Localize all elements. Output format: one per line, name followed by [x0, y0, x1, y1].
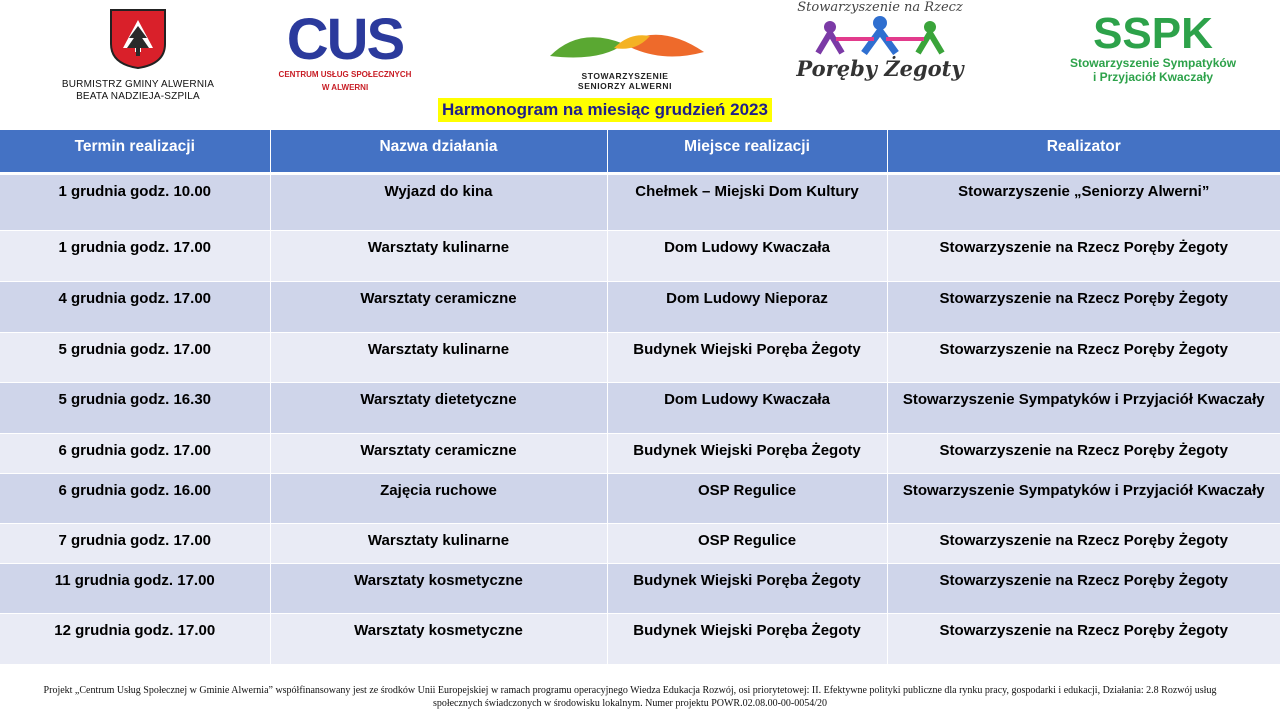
schedule-table	[0, 130, 1280, 665]
header-miejsce: Miejsce realizacji	[607, 130, 887, 173]
table-row	[0, 173, 1280, 230]
cell-realizator: Stowarzyszenie na Rzecz Poręby Żegoty	[887, 332, 1280, 382]
cus-wordmark: CUS	[286, 7, 404, 72]
table-row	[0, 332, 1280, 382]
logo-strip	[0, 0, 1280, 100]
cell-realizator: Stowarzyszenie na Rzecz Poręby Żegoty	[887, 613, 1280, 664]
cell-miejsce: Dom Ludowy Nieporaz	[607, 281, 887, 332]
table-row	[0, 433, 1280, 473]
cell-termin: 6 grudnia godz. 17.00	[0, 433, 270, 473]
cell-nazwa: Zajęcia ruchowe	[270, 473, 607, 523]
header-termin: Termin realizacji	[0, 130, 270, 173]
cell-realizator: Stowarzyszenie na Rzecz Poręby Żegoty	[887, 281, 1280, 332]
cell-termin: 11 grudnia godz. 17.00	[0, 563, 270, 613]
cell-miejsce: Budynek Wiejski Poręba Żegoty	[607, 563, 887, 613]
table-row	[0, 382, 1280, 433]
table-header-row	[0, 130, 1280, 173]
cus-logo	[254, 7, 436, 92]
sspk-wordmark: SSPK	[1093, 9, 1213, 58]
cell-nazwa: Warsztaty kulinarne	[270, 332, 607, 382]
cell-realizator: Stowarzyszenie Sympatyków i Przyjaciół Kwaczały	[887, 473, 1280, 523]
cell-realizator: Stowarzyszenie Sympatyków i Przyjaciół Kwaczały	[887, 382, 1280, 433]
cell-realizator: Stowarzyszenie „Seniorzy Alwerni”	[887, 173, 1280, 230]
cell-realizator: Stowarzyszenie na Rzecz Poręby Żegoty	[887, 433, 1280, 473]
cell-miejsce: Chełmek – Miejski Dom Kultury	[607, 173, 887, 230]
table-row	[0, 281, 1280, 332]
sspk-logo	[1048, 9, 1258, 84]
cell-miejsce: Dom Ludowy Kwaczała	[607, 382, 887, 433]
cell-nazwa: Wyjazd do kina	[270, 173, 607, 230]
seniorzy-alwerni-logo	[530, 22, 720, 91]
cell-nazwa: Warsztaty kulinarne	[270, 230, 607, 281]
project-footnote: Projekt „Centrum Usług Społecznej w Gminie Alwernia” współfinansowany jest ze środków Unii Europejskiej w ramach programu operacyjnego Wiedza Edukacja Rozwój, osi priorytetowej: II. Efektywne polityki publiczne dla rynku pracy, gospodarki i edukacji, Działania: 2.8 Rozwój usług społecznych świadczonych w środowisku lokalnym. Numer projektu POWR.02.08.00-00-0054/20	[43, 685, 1217, 709]
cell-miejsce: OSP Regulice	[607, 473, 887, 523]
poreby-zegoty-logo	[768, 0, 992, 81]
cell-termin: 12 grudnia godz. 17.00	[0, 613, 270, 664]
table-row	[0, 473, 1280, 523]
cus-line2: W ALWERNI	[321, 83, 369, 92]
cell-nazwa: Warsztaty kosmetyczne	[270, 613, 607, 664]
cell-termin: 5 grudnia godz. 16.30	[0, 382, 270, 433]
people-figures-icon	[790, 15, 970, 55]
seniorzy-line2: SENIORZY ALWERNI	[577, 81, 673, 91]
cell-termin: 4 grudnia godz. 17.00	[0, 281, 270, 332]
cell-nazwa: Warsztaty ceramiczne	[270, 433, 607, 473]
cell-miejsce: Dom Ludowy Kwaczała	[607, 230, 887, 281]
cell-realizator: Stowarzyszenie na Rzecz Poręby Żegoty	[887, 523, 1280, 563]
header-realizator: Realizator	[887, 130, 1280, 173]
cus-line1: CENTRUM USŁUG SPOŁECZNYCH	[278, 70, 412, 79]
cell-termin: 6 grudnia godz. 16.00	[0, 473, 270, 523]
cell-termin: 7 grudnia godz. 17.00	[0, 523, 270, 563]
cell-termin: 1 grudnia godz. 17.00	[0, 230, 270, 281]
poreby-arc-text: Stowarzyszenie na Rzecz	[797, 0, 963, 15]
leaves-icon	[540, 22, 710, 66]
gmina-alwernia-logo	[60, 8, 216, 103]
table-row	[0, 523, 1280, 563]
cell-termin: 5 grudnia godz. 17.00	[0, 332, 270, 382]
sspk-line1: Stowarzyszenie Sympatyków	[1069, 56, 1237, 70]
cell-nazwa: Warsztaty ceramiczne	[270, 281, 607, 332]
cell-nazwa: Warsztaty kosmetyczne	[270, 563, 607, 613]
cell-realizator: Stowarzyszenie na Rzecz Poręby Żegoty	[887, 230, 1280, 281]
sspk-line2: i Przyjaciół Kwaczały	[1092, 70, 1214, 84]
cell-miejsce: OSP Regulice	[607, 523, 887, 563]
table-row	[0, 230, 1280, 281]
cell-termin: 1 grudnia godz. 10.00	[0, 173, 270, 230]
cell-miejsce: Budynek Wiejski Poręba Żegoty	[607, 433, 887, 473]
cell-miejsce: Budynek Wiejski Poręba Żegoty	[607, 332, 887, 382]
cell-nazwa: Warsztaty dietetyczne	[270, 382, 607, 433]
cell-realizator: Stowarzyszenie na Rzecz Poręby Żegoty	[887, 563, 1280, 613]
seniorzy-line1: STOWARZYSZENIE	[581, 71, 669, 81]
poreby-name: Poręby Żegoty	[796, 56, 964, 81]
table-row	[0, 563, 1280, 613]
gmina-line2: BEATA NADZIEJA-SZPILA	[76, 91, 200, 102]
cell-miejsce: Budynek Wiejski Poręba Żegoty	[607, 613, 887, 664]
cell-nazwa: Warsztaty kulinarne	[270, 523, 607, 563]
gmina-line1: BURMISTRZ GMINY ALWERNIA	[61, 79, 215, 90]
page-title: Harmonogram na miesiąc grudzień 2023	[438, 98, 772, 122]
coat-of-arms-icon	[109, 8, 167, 70]
header-nazwa: Nazwa działania	[270, 130, 607, 173]
table-row	[0, 613, 1280, 664]
